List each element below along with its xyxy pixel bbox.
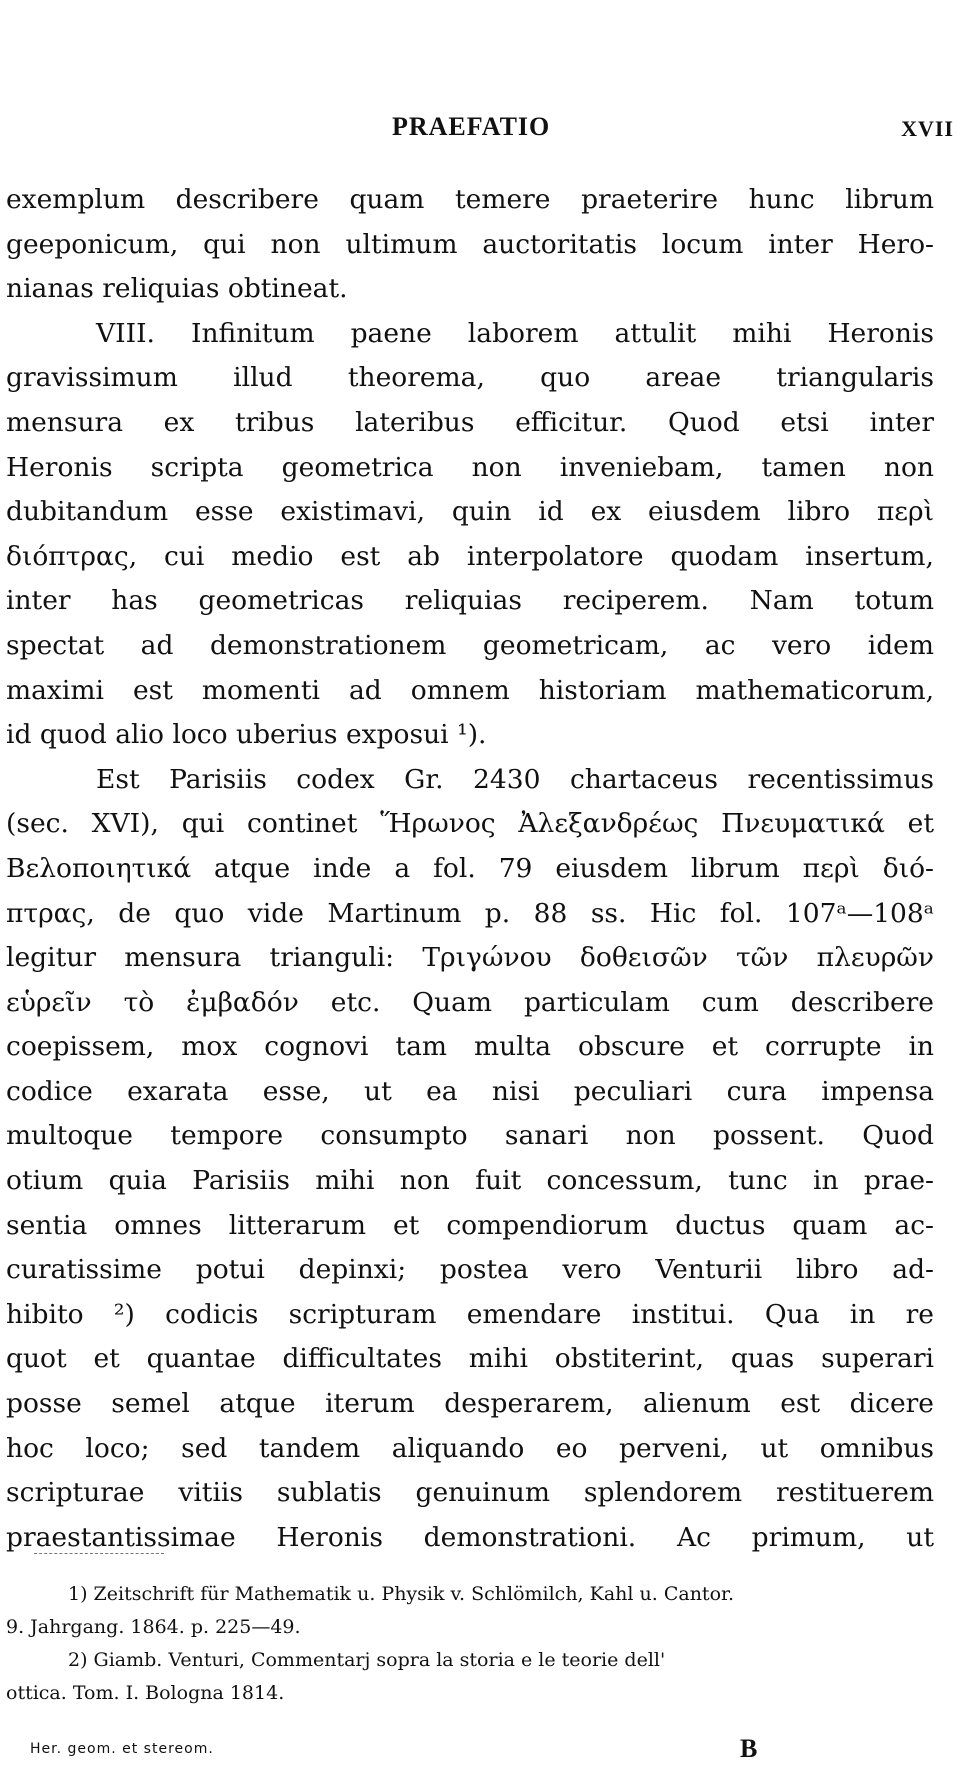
text-line: praestantissimae Heronis demonstrationi. Ac primum, ut [6,1521,934,1553]
main-text [6,178,934,1560]
text-line: hoc loco; sed tandem aliquando eo perveni, ut omnibus [6,1432,934,1464]
text-line: εὑρεῖν τὸ ἐμβαδόν etc. Quam particulam cum describere [6,986,934,1018]
footnotes [6,1578,934,1710]
footnote-line: 1) Zeitschrift für Mathematik u. Physik v. Schlömilch, Kahl u. Cantor. [68,1583,735,1605]
text-line: nianas reliquias obtineat. [6,273,348,305]
sheet-mark: B [740,1734,758,1763]
text-line: (sec. XVI), qui continet Ἥρωνος Ἀλεξανδρέως Πνευματικά et [6,808,934,840]
text-line: id quod alio loco uberius exposui ¹). [6,719,487,751]
printer-signature: Her. geom. et stereom. [30,1741,214,1757]
text-line: διόπτρας, cui medio est ab interpolatore quodam insertum, [6,540,934,572]
text-line: Est Parisiis codex Gr. 2430 chartaceus recentissimus [96,763,934,795]
text-line: Βελοποιητικά atque inde a fol. 79 eiusdem librum περὶ διό- [6,852,934,884]
text-line: Heronis scripta geometrica non inveniebam, tamen non [6,451,934,483]
footnote-line: 2) Giamb. Venturi, Commentarj sopra la storia e le teorie dell' [68,1649,666,1671]
text-line: scripturae vitiis sublatis genuinum splendorem restituerem [6,1477,934,1509]
text-line: dubitandum esse existimavi, quin id ex eiusdem libro περὶ [6,496,934,528]
text-line: inter has geometricas reliquias reciperem. Nam totum [6,585,934,617]
text-line: gravissimum illud theorema, quo areae triangularis [6,362,934,394]
footnote-line: 9. Jahrgang. 1864. p. 225—49. [6,1616,301,1638]
text-line: πτρας, de quo vide Martinum p. 88 ss. Hic fol. 107ᵃ—108ᵃ [6,897,934,929]
running-title: PRAEFATIO [392,112,551,141]
text-line: mensura ex tribus lateribus efficitur. Quod etsi inter [6,406,934,438]
page-number: XVII [901,116,954,141]
text-line: VIII. Infinitum paene laborem attulit mihi Heronis [96,317,934,349]
text-line: legitur mensura trianguli: Τριγώνου δοθεισῶν τῶν πλευρῶν [6,942,934,974]
text-line: exemplum describere quam temere praeterire hunc librum [6,184,934,215]
text-line: codice exarata esse, ut ea nisi peculiari cura impensa [6,1075,934,1107]
text-line: multoque tempore consumpto sanari non possent. Quod [6,1120,934,1152]
footnote-line: ottica. Tom. I. Bologna 1814. [6,1682,285,1704]
text-line: posse semel atque iterum desperarem, alienum est dicere [6,1388,934,1420]
text-line: sentia omnes litterarum et compendiorum ductus quam ac- [6,1209,934,1241]
text-line: spectat ad demonstrationem geometricam, ac vero idem [6,629,934,661]
running-header [0,112,960,152]
text-line: geeponicum, qui non ultimum auctoritatis locum inter Hero- [6,228,934,260]
text-line: curatissime potui depinxi; postea vero Venturii libro ad- [6,1254,934,1286]
text-line: otium quia Parisiis mihi non fuit concessum, tunc in prae- [6,1165,934,1197]
text-line: hibito ²) codicis scripturam emendare institui. Qua in re [6,1298,934,1330]
footnote-rule [34,1553,164,1554]
text-line: maximi est momenti ad omnem historiam mathematicorum, [6,674,934,706]
text-line: quot et quantae difficultates mihi obstiterint, quas superari [6,1343,934,1375]
text-line: coepissem, mox cognovi tam multa obscure et corrupte in [6,1031,934,1063]
